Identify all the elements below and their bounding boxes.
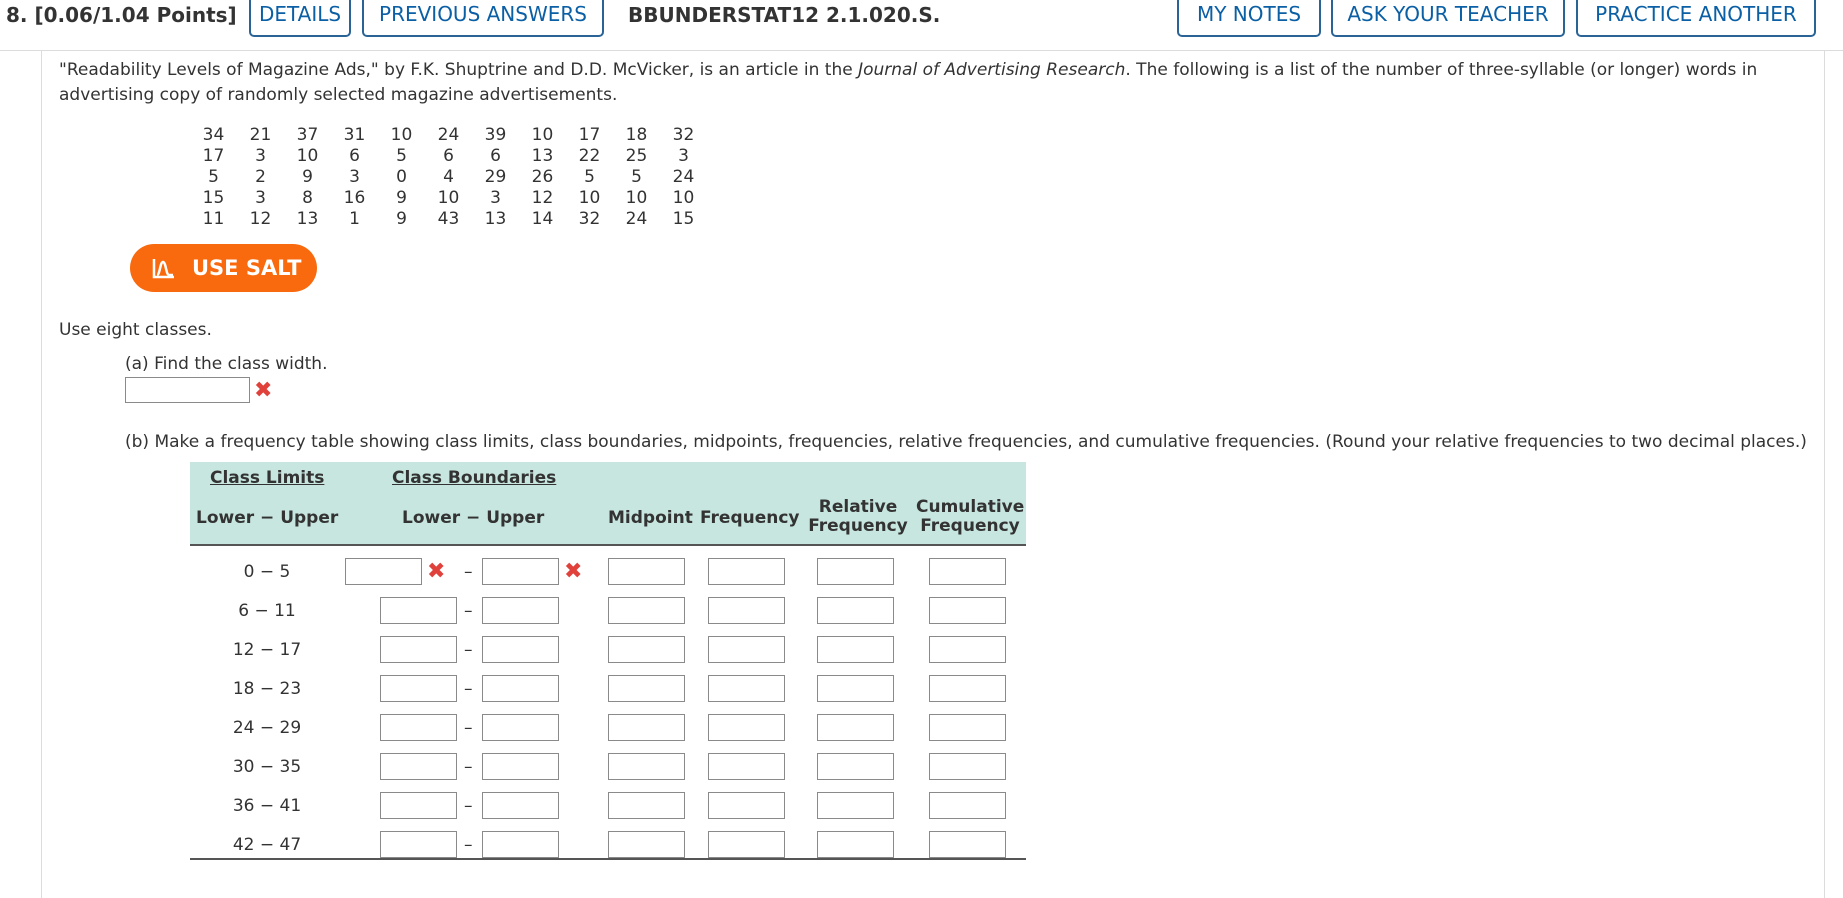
data-cell: 24 — [437, 124, 460, 145]
data-row — [190, 145, 707, 166]
frequency-input[interactable] — [708, 558, 785, 585]
use-salt-label: USE SALT — [192, 256, 302, 280]
data-cell: 43 — [437, 208, 460, 229]
data-cell: 9 — [396, 187, 407, 208]
intro-text-1: "Readability Levels of Magazine Ads," by F.K. Shuptrine and D.D. McVicker, is an article in the — [59, 60, 859, 80]
boundary-upper-input[interactable] — [482, 597, 559, 624]
data-cell: 1 — [349, 208, 360, 229]
data-cell: 21 — [249, 124, 272, 145]
relative-frequency-input[interactable] — [817, 792, 894, 819]
part-b-prompt: (b) Make a frequency table showing class limits, class boundaries, midpoints, frequencies, relative frequencies, and cumulative frequencies. (Round your relative frequencies to two decimal places.) — [125, 432, 1807, 452]
data-cell: 12 — [531, 187, 554, 208]
data-cell: 25 — [625, 145, 648, 166]
incorrect-icon: ✖ — [254, 378, 273, 403]
data-cell: 6 — [349, 145, 360, 166]
data-cell: 16 — [343, 187, 366, 208]
data-cell: 5 — [396, 145, 407, 166]
data-row — [190, 187, 707, 208]
class-limit-label: 18 − 23 — [232, 679, 302, 699]
question-header — [0, 0, 1843, 51]
boundary-lower-input[interactable] — [380, 675, 457, 702]
data-cell: 4 — [443, 166, 454, 187]
practice-another-button[interactable]: PRACTICE ANOTHER — [1576, 0, 1816, 37]
previous-answers-button[interactable]: PREVIOUS ANSWERS — [362, 0, 604, 37]
data-cell: 3 — [349, 166, 360, 187]
class-limit-label: 24 − 29 — [232, 718, 302, 738]
data-cell: 39 — [484, 124, 507, 145]
question-points: 8. [0.06/1.04 Points] — [6, 3, 237, 27]
data-cell: 10 — [672, 187, 695, 208]
data-cell: 32 — [578, 208, 601, 229]
boundary-upper-input[interactable] — [482, 831, 559, 858]
data-row — [190, 208, 707, 229]
intro-text-2: . The following is a list of the number of three-syllable (or longer) words in advertising copy of randomly selected magazine advertisements. — [59, 60, 1758, 105]
midpoint-input[interactable] — [608, 831, 685, 858]
data-cell: 8 — [302, 187, 313, 208]
midpoint-input[interactable] — [608, 675, 685, 702]
relative-frequency-input[interactable] — [817, 753, 894, 780]
cumulative-frequency-input[interactable] — [929, 558, 1006, 585]
data-cell: 5 — [631, 166, 642, 187]
class-limit-label: 42 − 47 — [232, 835, 302, 855]
boundary-dash: – — [464, 796, 473, 816]
relative-frequency-input[interactable] — [817, 558, 894, 585]
boundary-dash: – — [464, 718, 473, 738]
relative-frequency-input[interactable] — [817, 597, 894, 624]
midpoint-input[interactable] — [608, 753, 685, 780]
midpoint-input[interactable] — [608, 558, 685, 585]
midpoint-input[interactable] — [608, 714, 685, 741]
boundary-dash: – — [464, 679, 473, 699]
relative-frequency-input[interactable] — [817, 675, 894, 702]
data-cell: 3 — [678, 145, 689, 166]
data-cell: 5 — [584, 166, 595, 187]
boundary-lower-input[interactable] — [380, 753, 457, 780]
data-cell: 18 — [625, 124, 648, 145]
boundary-dash: – — [464, 601, 473, 621]
data-cell: 5 — [208, 166, 219, 187]
frequency-header: Frequency — [700, 508, 800, 528]
class-limit-label: 6 − 11 — [238, 601, 296, 621]
data-cell: 37 — [296, 124, 319, 145]
class-limit-label: 0 − 5 — [243, 562, 291, 582]
boundary-upper-input[interactable] — [482, 636, 559, 663]
data-cell: 13 — [531, 145, 554, 166]
relative-frequency-header: Relative Frequency — [808, 497, 908, 536]
data-cell: 31 — [343, 124, 366, 145]
frequency-input[interactable] — [708, 831, 785, 858]
data-cell: 34 — [202, 124, 225, 145]
data-cell: 22 — [578, 145, 601, 166]
frequency-input[interactable] — [708, 597, 785, 624]
data-cell: 6 — [443, 145, 454, 166]
instruction-text: Use eight classes. — [59, 320, 212, 340]
boundary-lower-input[interactable] — [380, 831, 457, 858]
data-cell: 3 — [255, 187, 266, 208]
boundary-dash: – — [464, 640, 473, 660]
class-limit-label: 12 − 17 — [232, 640, 302, 660]
class-boundaries-lower-upper: Lower − Upper — [402, 508, 545, 528]
ask-your-teacher-button[interactable]: ASK YOUR TEACHER — [1331, 0, 1565, 37]
data-cell: 17 — [202, 145, 225, 166]
cumulative-frequency-input[interactable] — [929, 675, 1006, 702]
cumulative-frequency-input[interactable] — [929, 636, 1006, 663]
data-cell: 13 — [296, 208, 319, 229]
data-cell: 9 — [396, 208, 407, 229]
boundary-upper-input[interactable] — [482, 753, 559, 780]
part-a-prompt: (a) Find the class width. — [125, 354, 328, 374]
cumulative-frequency-input[interactable] — [929, 792, 1006, 819]
data-cell: 3 — [255, 145, 266, 166]
data-cell: 10 — [578, 187, 601, 208]
data-cell: 3 — [490, 187, 501, 208]
boundary-dash: – — [464, 757, 473, 777]
journal-title: Journal of Advertising Research — [858, 60, 1126, 80]
data-cell: 10 — [390, 124, 413, 145]
boundary-lower-input[interactable] — [380, 792, 457, 819]
class-limits-lower-upper: Lower − Upper — [196, 508, 339, 528]
relative-frequency-input[interactable] — [817, 831, 894, 858]
class-limits-header: Class Limits — [210, 468, 325, 488]
data-cell: 0 — [396, 166, 407, 187]
cumulative-frequency-input[interactable] — [929, 831, 1006, 858]
data-row — [190, 166, 707, 187]
boundary-lower-input[interactable] — [380, 636, 457, 663]
boundary-upper-input[interactable] — [482, 792, 559, 819]
boundary-upper-input[interactable] — [482, 714, 559, 741]
midpoint-input[interactable] — [608, 792, 685, 819]
frequency-input[interactable] — [708, 753, 785, 780]
data-cell: 10 — [296, 145, 319, 166]
cumulative-frequency-input[interactable] — [929, 753, 1006, 780]
data-cell: 24 — [672, 166, 695, 187]
problem-statement — [59, 58, 1819, 108]
question-id: BBUNDERSTAT12 2.1.020.S. — [628, 3, 941, 27]
cumulative-frequency-header: Cumulative Frequency — [916, 497, 1025, 536]
data-cell: 29 — [484, 166, 507, 187]
midpoint-input[interactable] — [608, 636, 685, 663]
frequency-table — [190, 462, 1026, 860]
salt-chart-icon — [152, 257, 176, 279]
my-notes-button[interactable]: MY NOTES — [1177, 0, 1321, 37]
relative-frequency-input[interactable] — [817, 636, 894, 663]
data-cell: 12 — [249, 208, 272, 229]
data-cell: 14 — [531, 208, 554, 229]
details-button[interactable]: DETAILS — [249, 0, 351, 37]
class-boundaries-header: Class Boundaries — [392, 468, 557, 488]
frequency-input[interactable] — [708, 675, 785, 702]
data-row — [190, 124, 707, 145]
data-cell: 10 — [531, 124, 554, 145]
incorrect-icon: ✖ — [564, 559, 583, 584]
boundary-lower-input[interactable] — [380, 714, 457, 741]
cumulative-frequency-input[interactable] — [929, 714, 1006, 741]
data-cell: 10 — [625, 187, 648, 208]
data-cell: 15 — [672, 208, 695, 229]
frequency-table-header — [190, 462, 1026, 546]
data-cell: 15 — [202, 187, 225, 208]
class-limit-label: 30 − 35 — [232, 757, 302, 777]
boundary-lower-input[interactable] — [345, 558, 422, 585]
class-width-input[interactable] — [125, 377, 250, 403]
data-cell: 17 — [578, 124, 601, 145]
data-cell: 2 — [255, 166, 266, 187]
data-cell: 26 — [531, 166, 554, 187]
use-salt-button[interactable] — [130, 244, 317, 292]
frequency-input[interactable] — [708, 636, 785, 663]
data-cell: 13 — [484, 208, 507, 229]
boundary-lower-input[interactable] — [380, 597, 457, 624]
data-cell: 10 — [437, 187, 460, 208]
frequency-input[interactable] — [708, 714, 785, 741]
class-limit-label: 36 − 41 — [232, 796, 302, 816]
data-cell: 32 — [672, 124, 695, 145]
frequency-input[interactable] — [708, 792, 785, 819]
cumulative-frequency-input[interactable] — [929, 597, 1006, 624]
data-cell: 6 — [490, 145, 501, 166]
data-cell: 9 — [302, 166, 313, 187]
midpoint-input[interactable] — [608, 597, 685, 624]
boundary-dash: – — [464, 835, 473, 855]
midpoint-header: Midpoint — [608, 508, 693, 528]
boundary-upper-input[interactable] — [482, 675, 559, 702]
data-cell: 11 — [202, 208, 225, 229]
data-table — [190, 124, 707, 229]
data-cell: 24 — [625, 208, 648, 229]
boundary-dash: – — [464, 562, 473, 582]
relative-frequency-input[interactable] — [817, 714, 894, 741]
boundary-upper-input[interactable] — [482, 558, 559, 585]
incorrect-icon: ✖ — [427, 559, 446, 584]
